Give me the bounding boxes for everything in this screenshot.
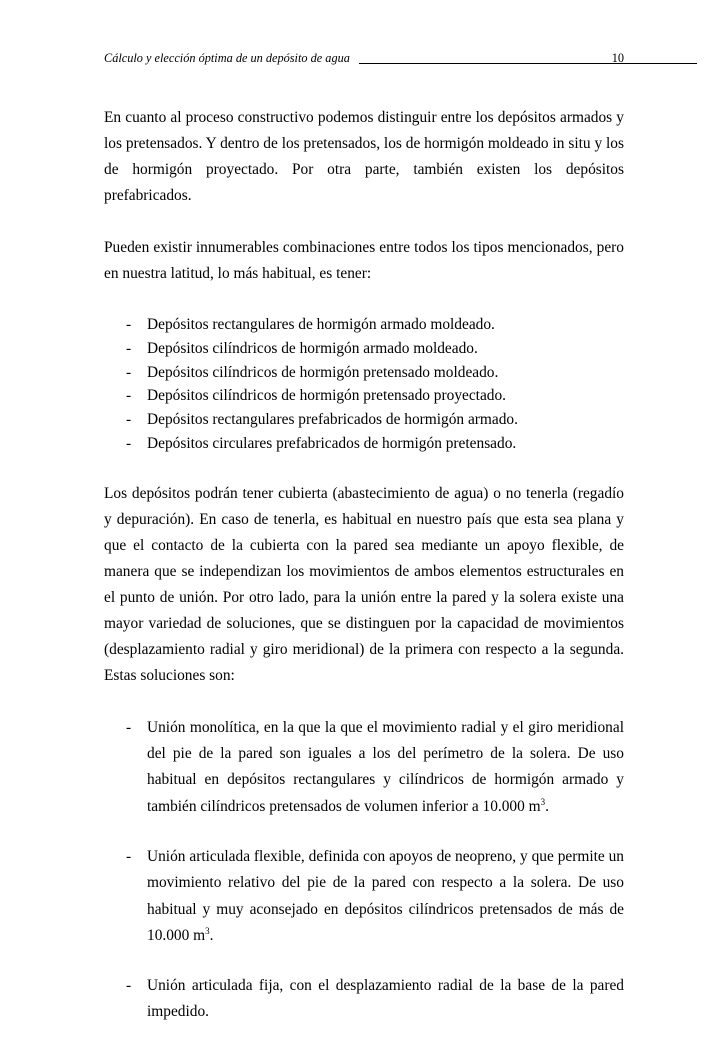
list-item-text: Unión articulada fija, con el desplazamiento radial de la base de la pared impedido.: [147, 977, 624, 1021]
superscript: 3: [205, 925, 210, 936]
paragraph-cover: Los depósitos podrán tener cubierta (abastecimiento de agua) o no tenerla (regadío y depuración). En caso de tenerla, es habitual en nuestro país que esta sea plana y que el contacto de la cubierta con la pared sea mediante un apoyo flexible, de manera que se independizan los movimientos de ambos elementos estructurales en el punto de unión. Por otro lado, para la unión entre la pared y la solera existe una mayor variedad de soluciones, que se distinguen por la capacidad de movimientos (desplazamiento radial y giro meridional) de la primera con respecto a la segunda. Estas soluciones son:: [104, 484, 624, 684]
header-title: Cálculo y elección óptima de un depósito de agua: [104, 51, 350, 65]
page-body: [104, 105, 624, 1050]
header-rule: [359, 63, 697, 64]
page-header: [104, 50, 624, 66]
paragraph-construction-process: En cuanto al proceso constructivo podemos distinguir entre los depósitos armados y los pretensados. Y dentro de los pretensados, los de hormigón moldeado in situ y los de hormigón proyectado. Por otra parte, también existen los depósitos prefabricados.: [104, 109, 624, 204]
list-dash: -: [126, 316, 132, 333]
list-item-text: Depósitos cilíndricos de hormigón pretensado proyectado.: [147, 387, 507, 405]
list-dash: -: [126, 977, 132, 995]
list-dash: -: [126, 387, 132, 405]
list-dash: -: [126, 339, 132, 357]
list-item: [104, 361, 624, 385]
list-dash: -: [126, 363, 132, 381]
list-item: [104, 432, 624, 456]
list-item-text: Depósitos cilíndricos de hormigón armado moldeado.: [147, 339, 478, 357]
list-item-text: Depósitos rectangulares prefabricados de hormigón armado.: [147, 411, 518, 429]
list-item-end: .: [545, 797, 550, 815]
list-dash: -: [126, 847, 132, 865]
list-item-monolithic-joint: [104, 715, 624, 820]
list-item-text: Depósitos rectangulares de hormigón armado moldeado.: [147, 316, 495, 333]
list-item: [104, 313, 624, 337]
list-dash: -: [126, 411, 132, 429]
deposit-types-list: [104, 313, 624, 456]
page-number: 10: [611, 51, 624, 65]
list-item-text: Unión monolítica, en la que la que el movimiento radial y el giro meridional del pie de la pared son iguales a los del perímetro de la solera. De uso habitual en depósitos rectangulares y cilíndricos de hormigón armado y también cilíndricos pretensados de volumen inferior a 10.000 m: [147, 718, 624, 815]
joint-solutions-list: [104, 715, 624, 1026]
list-item-fixed-joint: [104, 973, 624, 1026]
list-item-end: .: [209, 926, 214, 944]
list-item-text: Unión articulada flexible, definida con apoyos de neopreno, y que permite un movimiento relativo del pie de la pared con respecto a la solera. De uso habitual y muy aconsejado en depósitos cilíndricos pretensados de más de 10.000 m: [147, 847, 624, 944]
list-item-text: Depósitos circulares prefabricados de hormigón pretensado.: [147, 434, 517, 452]
paragraph-combinations: Pueden existir innumerables combinaciones entre todos los tipos mencionados, pero en nuestra latitud, lo más habitual, es tener:: [104, 239, 624, 282]
list-item: [104, 408, 624, 432]
list-item: [104, 384, 624, 408]
list-dash: -: [126, 718, 132, 736]
list-dash: -: [126, 434, 132, 452]
list-item-text: Depósitos cilíndricos de hormigón pretensado moldeado.: [147, 363, 499, 381]
list-item-flexible-joint: [104, 844, 624, 949]
list-item: [104, 337, 624, 361]
superscript: 3: [540, 796, 546, 807]
